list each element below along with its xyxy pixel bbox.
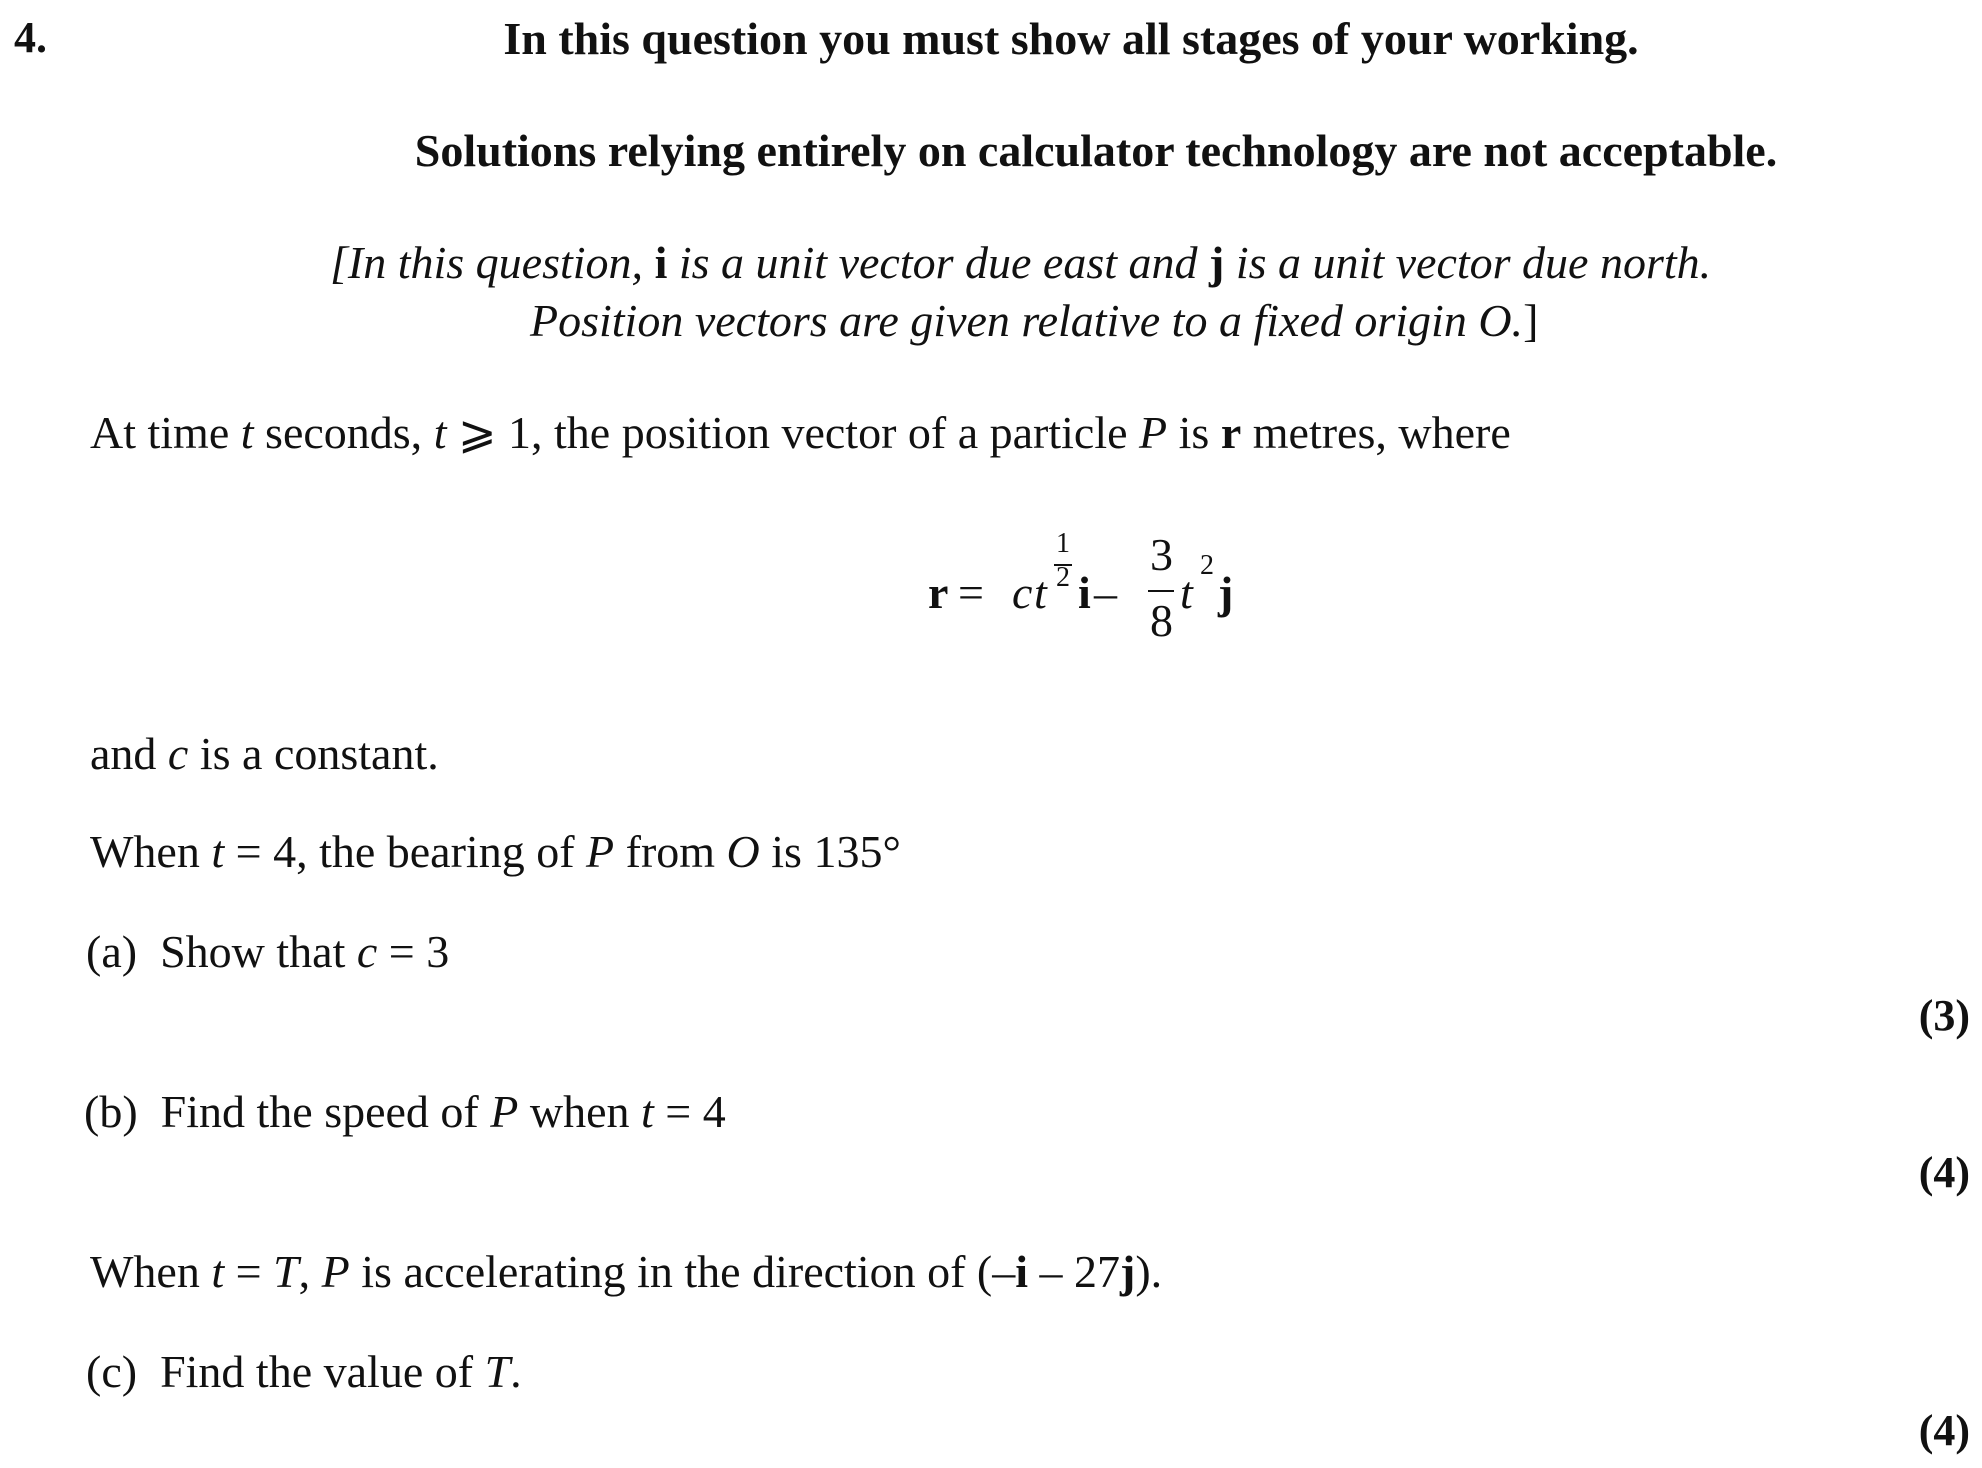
marks-part-b: (4) [1918, 1148, 1970, 1197]
var-t: t [641, 1086, 654, 1137]
var-O: O [726, 826, 760, 877]
formula-equals: = [958, 567, 984, 618]
text: from [614, 826, 727, 877]
text: ). [1135, 1246, 1163, 1297]
formula-r: r [928, 567, 949, 618]
note-bracket: ] [1523, 295, 1539, 346]
text: and [90, 728, 168, 779]
formula-minus: – [1094, 567, 1117, 618]
marks-part-a: (3) [1918, 991, 1970, 1040]
text: At time [90, 407, 241, 458]
marks-part-c: (4) [1918, 1406, 1970, 1455]
vector-note-line-2 [530, 294, 1538, 347]
instruction-show-working: In this question you must show all stages of your working. [503, 13, 1639, 64]
var-T: T [273, 1246, 299, 1297]
note-text: is a unit vector due east and [667, 237, 1210, 288]
unit-vector-j: j [1209, 237, 1225, 288]
var-t: t [433, 407, 447, 458]
part-label: (b) [84, 1086, 138, 1137]
bearing-line [90, 825, 901, 878]
text: is a constant. [188, 728, 439, 779]
text: = 4 [653, 1086, 726, 1137]
vector-r: r [1220, 407, 1242, 458]
vector-note-line-1 [330, 236, 1711, 289]
note-text: [In this question, [330, 237, 655, 288]
text: – 27 [1028, 1246, 1121, 1297]
text: . [510, 1346, 522, 1397]
text: , [298, 1246, 322, 1297]
exponent-two: 2 [1200, 550, 1214, 581]
text: When [90, 826, 212, 877]
part-c [86, 1345, 522, 1398]
unit-vector-i: i [1015, 1246, 1029, 1297]
text: is [1167, 407, 1221, 458]
constant-line [90, 727, 439, 780]
text: Find the value of [160, 1346, 485, 1397]
instruction-no-calculator: Solutions relying entirely on calculator technology are not acceptable. [414, 125, 1778, 176]
acceleration-line [90, 1245, 1162, 1298]
part-label: (c) [86, 1346, 138, 1397]
intro-line [90, 405, 1511, 459]
var-c: c [167, 728, 189, 779]
text: when [518, 1086, 642, 1137]
text: is accelerating in the direction of (– [349, 1246, 1016, 1297]
text: is 135° [759, 826, 901, 877]
coefficient-numerator: 3 [1150, 529, 1173, 580]
var-t: t [211, 826, 225, 877]
var-t: t [211, 1246, 225, 1297]
var-c: c [356, 926, 378, 977]
var-T: T [484, 1346, 511, 1397]
text: metres, where [1241, 407, 1511, 458]
note-text: Position vectors are given relative to a fixed origin [530, 295, 1479, 346]
text: Show that [160, 926, 357, 977]
coefficient-denominator: 8 [1150, 595, 1173, 646]
var-P: P [321, 1246, 350, 1297]
part-a [86, 925, 449, 978]
formula-t: t [1034, 567, 1047, 618]
question-number: 4. [14, 13, 47, 62]
var-t: t [240, 407, 254, 458]
origin-label: O. [1478, 295, 1524, 346]
text: When [90, 1246, 212, 1297]
text: = 4, the bearing of [224, 826, 587, 877]
note-text: is a unit vector due north. [1224, 237, 1712, 288]
text: = 3 [377, 926, 450, 977]
formula-t-squared: t [1180, 567, 1193, 618]
exponent-denominator: 2 [1056, 562, 1070, 593]
text: = [224, 1246, 274, 1297]
exponent-numerator: 1 [1056, 528, 1070, 559]
part-b [84, 1085, 726, 1138]
formula-i: i [1078, 567, 1091, 618]
formula-j: j [1218, 567, 1234, 618]
unit-vector-i: i [654, 237, 668, 288]
var-P: P [490, 1086, 519, 1137]
formula-c: c [1012, 567, 1033, 618]
var-P: P [586, 826, 615, 877]
part-label: (a) [86, 926, 138, 977]
text: Find the speed of [160, 1086, 491, 1137]
text: ⩾ 1, the position vector of a particle [446, 407, 1140, 458]
unit-vector-j: j [1120, 1246, 1136, 1297]
var-P: P [1139, 407, 1168, 458]
position-formula [928, 528, 1248, 648]
text: seconds, [253, 407, 434, 458]
coefficient-fraction-bar [1148, 590, 1174, 592]
